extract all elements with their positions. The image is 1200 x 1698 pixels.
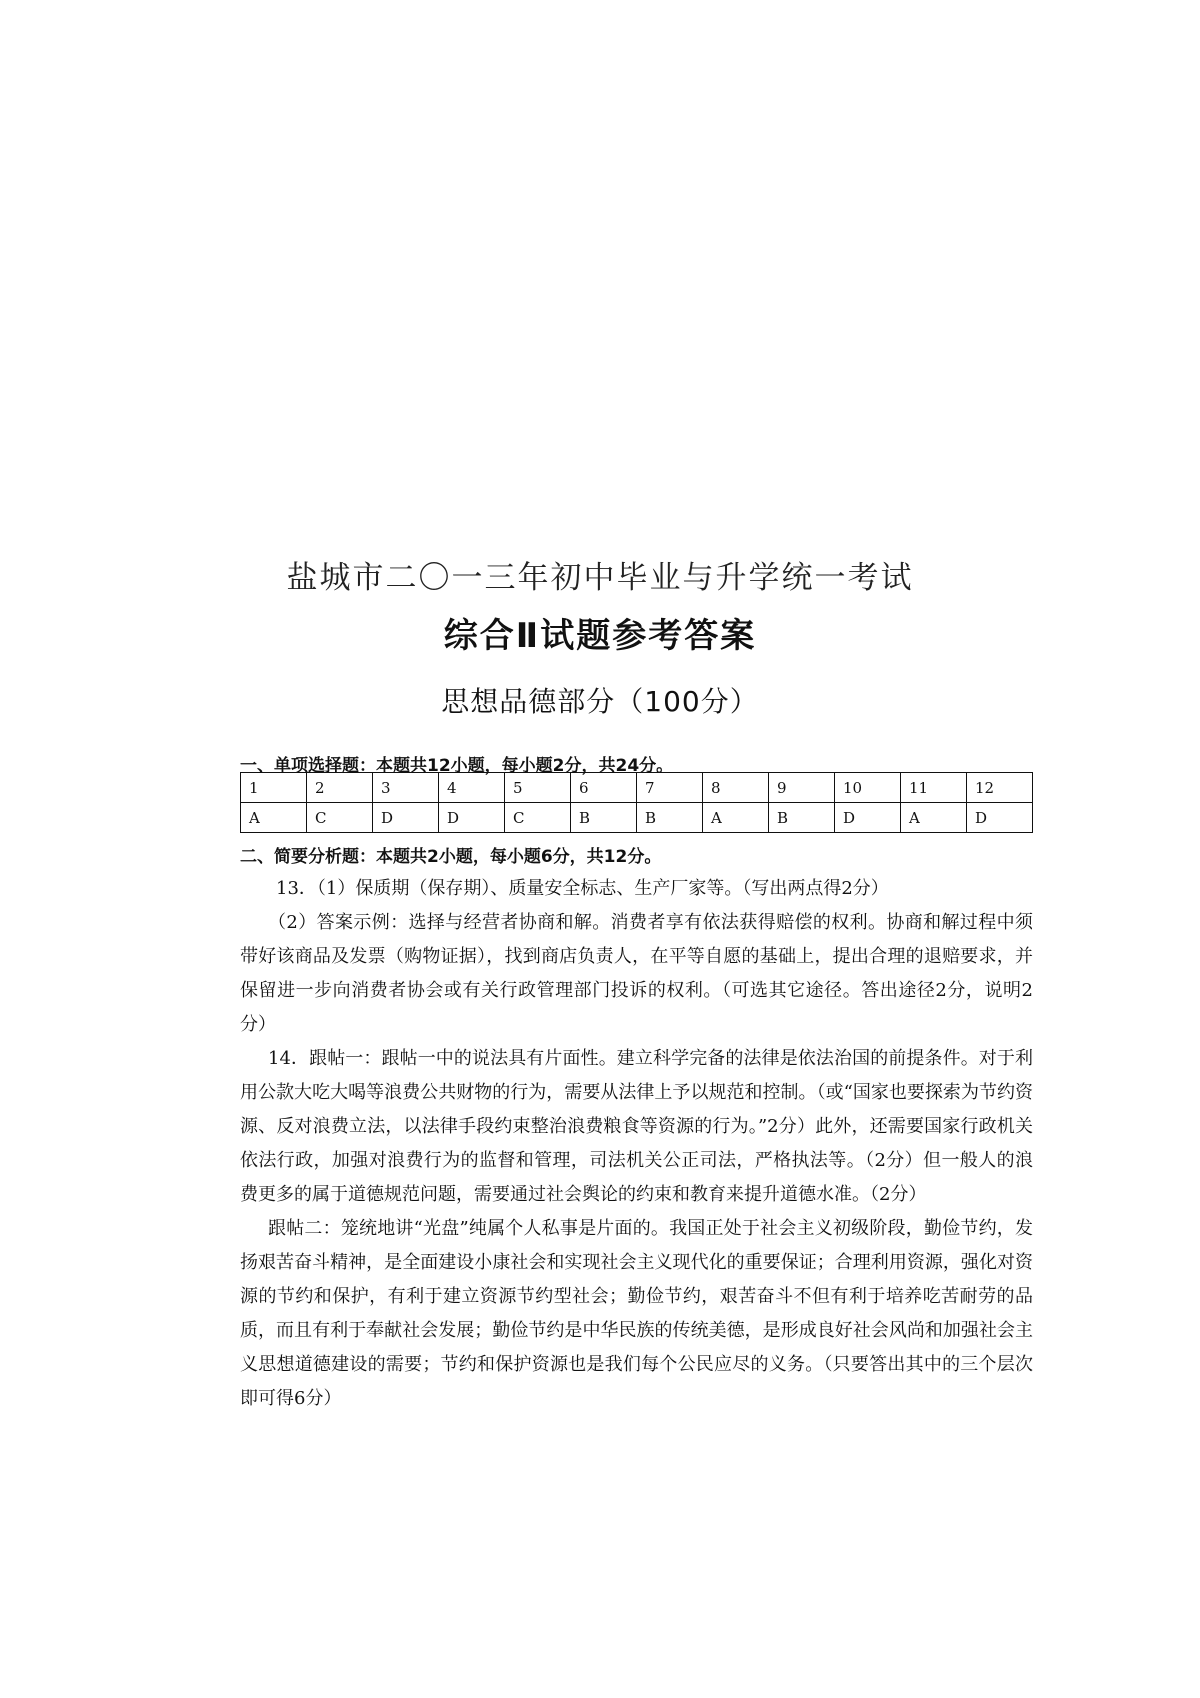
question-number: 5: [505, 773, 571, 803]
exam-title: 盐城市二〇一三年初中毕业与升学统一考试: [286, 560, 914, 596]
answer-cell: D: [439, 803, 505, 833]
question-number: 4: [439, 773, 505, 803]
answer-cell: D: [967, 803, 1033, 833]
section-title: 思想品德部分（100分）: [441, 685, 759, 718]
question-number: 6: [571, 773, 637, 803]
answer-cell: C: [505, 803, 571, 833]
question-number: 7: [637, 773, 703, 803]
answer-cell: D: [835, 803, 901, 833]
answer-cell: D: [373, 803, 439, 833]
question-number: 10: [835, 773, 901, 803]
q14-reply1: 14．跟帖一：跟帖一中的说法具有片面性。建立科学完备的法律是依法治国的前提条件。对于利用公款大吃大喝等浪费公共财物的行为，需要从法律上予以规范和控制。（或“国家也要探索为节约资源、反对浪费立法，以法律手段约束整治浪费粮食等资源的行为。”2分）此外，还需要国家行政机关依法行政，加强对浪费行为的监督和管理，司法机关公正司法，严格执法等。（2分）但一般人的浪费更多的属于道德规范问题，需要通过社会舆论的约束和教育来提升道德水准。（2分）: [240, 1048, 1033, 1205]
answer-key-title: 综合Ⅱ试题参考答案: [443, 616, 757, 656]
q13-part2: （2）答案示例：选择与经营者协商和解。消费者享有依法获得赔偿的权利。协商和解过程中须带好该商品及发票（购物证据），找到商店负责人，在平等自愿的基础上，提出合理的退赔要求，并保留进一步向消费者协会或有关行政管理部门投诉的权利。（可选其它途径。答出途径2分，说明2分）: [240, 912, 1033, 1035]
answer-cell: A: [901, 803, 967, 833]
question-number: 11: [901, 773, 967, 803]
q13-part1: 13．（1）保质期（保存期）、质量安全标志、生产厂家等。（写出两点得2分）: [276, 878, 889, 899]
section1-heading: 一、单项选择题：本题共12小题，每小题2分，共24分。: [240, 756, 674, 776]
answer-cell: B: [571, 803, 637, 833]
answer-cell: B: [637, 803, 703, 833]
answer-cell: A: [703, 803, 769, 833]
q14-reply2: 跟帖二：笼统地讲“光盘”纯属个人私事是片面的。我国正处于社会主义初级阶段，勤俭节约，发扬艰苦奋斗精神，是全面建设小康社会和实现社会主义现代化的重要保证；合理利用资源，强化对资源的节约和保护，有利于建立资源节约型社会；勤俭节约，艰苦奋斗不但有利于培养吃苦耐劳的品质，而且有利于奉献社会发展；勤俭节约是中华民族的传统美德，是形成良好社会风尚和加强社会主义思想道德建设的需要；节约和保护资源也是我们每个公民应尽的义务。（只要答出其中的三个层次即可得6分）: [240, 1218, 1033, 1409]
answer-row: [241, 803, 1033, 833]
question-number-row: [241, 773, 1033, 803]
question-number: 12: [967, 773, 1033, 803]
section2-heading: 二、简要分析题：本题共2小题，每小题6分，共12分。: [240, 847, 662, 867]
answer-cell: C: [307, 803, 373, 833]
answer-table: [240, 772, 1033, 833]
question-number: 3: [373, 773, 439, 803]
answer-cell: A: [241, 803, 307, 833]
question-number: 8: [703, 773, 769, 803]
question-number: 2: [307, 773, 373, 803]
section2-body: [240, 872, 1033, 1416]
question-number: 1: [241, 773, 307, 803]
question-number: 9: [769, 773, 835, 803]
answer-cell: B: [769, 803, 835, 833]
